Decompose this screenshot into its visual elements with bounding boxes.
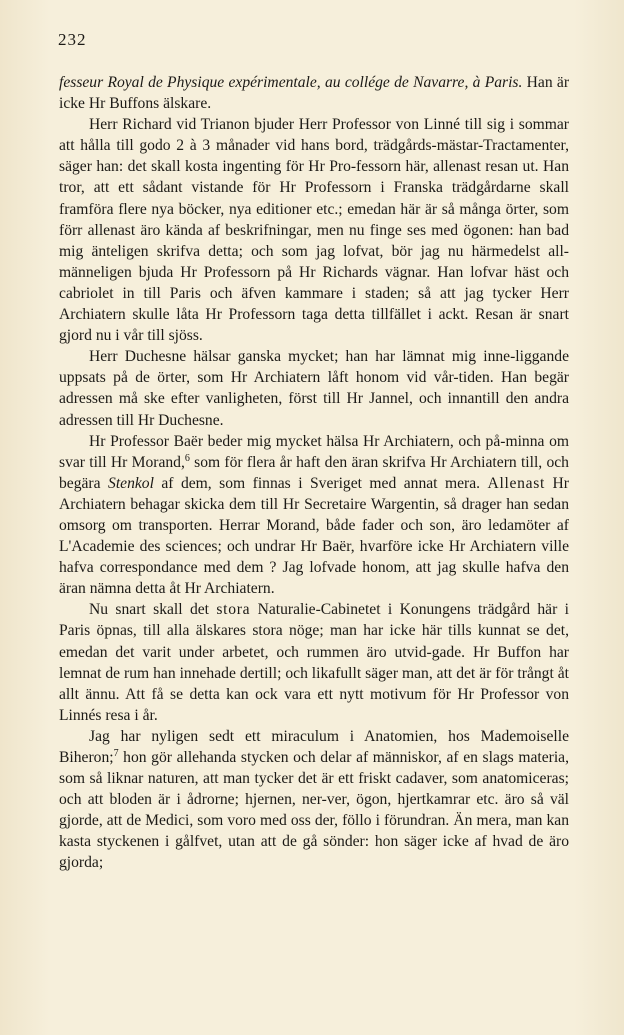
text-segment: Jag har nyligen sedt ett miraculum i Anatomien, hos Mademoiselle Biheron; xyxy=(59,727,569,766)
paragraph xyxy=(59,114,569,346)
text-segment: Han är icke Hr Buffons älskare. xyxy=(59,74,570,113)
paragraph xyxy=(59,431,569,600)
paragraph xyxy=(59,726,569,874)
text-segment: Hr Archiatern behagar skicka dem till Hr Secretaire Wargentin, så drager han sedan omsorg om transporten. Herrar Morand, både fader och son, äro ledamöter af L'Academie des sciences; och undrar Hr Baër, hvarföre icke Hr Archiatern ville hafva correspondance med dem ? Jag lofvade honom, att jag skulle hafva den äran nämna detta åt Hr Archiatern. xyxy=(59,474,569,598)
page-number: 232 xyxy=(58,30,87,49)
text-segment: af dem, som finnas i Sveriget med annat mera. xyxy=(153,474,488,492)
text-segment: fesseur Royal de Physique expérimentale, au collége de Navarre, à Paris. xyxy=(59,74,523,91)
text-segment: stora xyxy=(216,601,251,619)
text-segment: Allenast xyxy=(487,474,546,492)
text-segment: Nu snart skall det xyxy=(89,601,217,619)
footnote-marker: 7 xyxy=(113,748,119,759)
text-segment: Herr Duchesne hälsar ganska mycket; han har lämnat mig inne-liggande uppsats på de örter, som Hr Archiatern låft honom vid vår-tiden. Han begär adressen må ske efter vanligheten, först till Hr Jannel, och innantill den andra adressen till Hr Duchesne. xyxy=(59,348,569,429)
text-segment: Herr Richard vid Trianon bjuder Herr Professor von Linné till sig i sommar att hålla till godo 2 à 3 månader vid hans bord, trädgårds-mästar-Tractamenter, säger han: det skall kosta ingenting för Hr Pro-fessorn här, allenast resan ut. Han tror, att ett sådant vistande för Hr Professorn i Franska trädgårdarne skall framföra flere nya böcker, nya editioner etc.; emedan här är så många örter, som förr allenast äro kända af beskrifningar, men nu finge ses med ögonen: han bad mig änteligen skrifva detta; och som jag lofvat, bör jag nu härmedelst all-männeligen bjuda Hr Professorn på Hr Richards vägnar. Han lofvar häst och cabriolet in till Paris och äfven kammare i staden; så att jag tycker Herr Archiatern skulle låta Hr Professorn taga detta tillfället i ackt. Resan är snart gjord nu i vår till sjöss. xyxy=(59,116,569,345)
text-segment: Stenkol xyxy=(108,474,154,492)
footnote-marker: 6 xyxy=(184,452,190,464)
paragraph xyxy=(59,599,569,726)
text-segment: hon gör allehanda stycken och delar af människor, af en slags materia, som så liknar naturen, att man tycker det är ett friskt cadaver, som anatomiceras; och att bloden är i ådrorne; hjernen, ner-ver, ögon, hjertkamrar etc. äro så väl gjorde, att de Medici, som voro med oss der, föllo i förundran. Än mera, man kan kasta styckenen i gålfvet, utan att de gå sönder: hon säger icke af hvad de äro gjorda; xyxy=(59,749,569,872)
text-segment: Hr Professor Baër beder mig mycket hälsa Hr Archiatern, och på-minna om svar till Hr Morand, xyxy=(59,432,569,471)
paragraph xyxy=(59,72,569,114)
text-segment: som för flera år haft den äran skrifva Hr Archiatern till, och begära xyxy=(59,453,569,492)
text-segment: Naturalie-Cabinetet i Konungens trädgård här i Paris öpnas, till alla älskares stora nöge; man har icke här tills kunnat se det, emedan det varit under arbetet, och rummen äro utvid-gade. Hr Buffon har lemnat de rum han innehade dertill; och likafullt säger man, att det är för trångt åt allt ännu. Att få se detta kan ock vara ett nytt motivum för Hr Professor von Linnés resa i år. xyxy=(59,601,569,724)
body-text xyxy=(59,72,569,874)
paragraph xyxy=(59,346,569,430)
